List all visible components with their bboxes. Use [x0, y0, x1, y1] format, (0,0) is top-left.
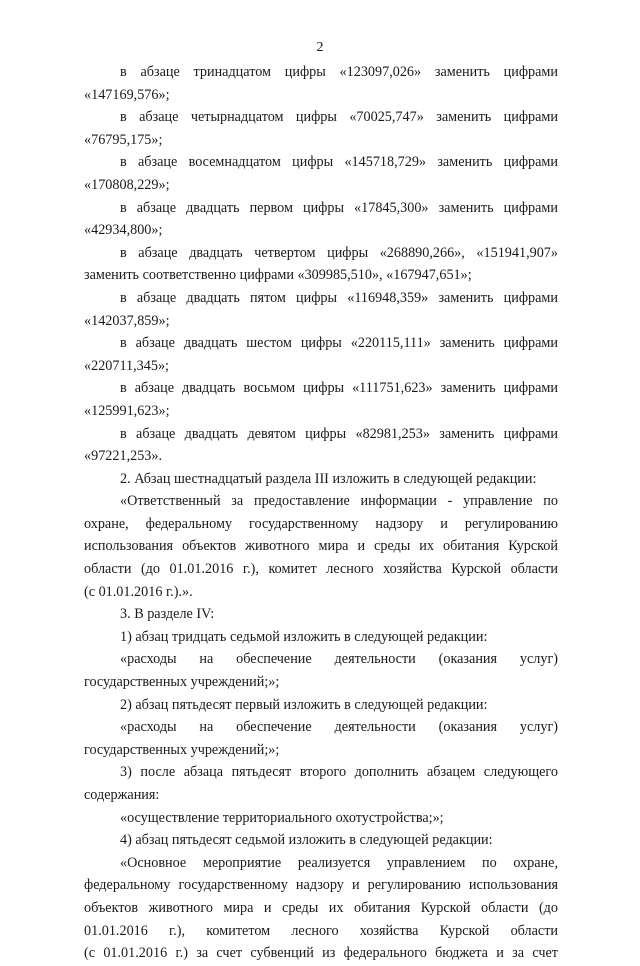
text-line: «расходы на обеспечение деятельности (оказания услуг) — [120, 651, 558, 668]
text-line: 1) абзац тридцать седьмой изложить в следующей редакции: — [120, 628, 488, 645]
text-line: «Основное мероприятие реализуется управлением по охране, — [120, 854, 558, 871]
text-line: в абзаце восемнадцатом цифры «145718,729» заменить цифрами — [120, 154, 558, 171]
text-line: «142037,859»; — [84, 312, 170, 329]
text-line: 3. В разделе IV: — [120, 606, 215, 623]
text-line: заменить соответственно цифрами «309985,510», «167947,651»; — [84, 267, 472, 284]
text-line: государственных учреждений;»; — [84, 741, 280, 758]
text-line: «42934,800»; — [84, 222, 163, 239]
text-line: в абзаце двадцать шестом цифры «220115,111» заменить цифрами — [120, 335, 558, 352]
page-number: 2 — [316, 40, 324, 55]
text-line: «Ответственный за предоставление информации - управление по — [120, 493, 558, 510]
text-line: в абзаце тринадцатом цифры «123097,026» заменить цифрами — [120, 64, 558, 80]
text-line: «расходы на обеспечение деятельности (оказания услуг) — [120, 719, 558, 736]
text-line: 2. Абзац шестнадцатый раздела III изложить в следующей редакции: — [120, 470, 537, 487]
text-line: использования объектов животного мира и среды их обитания Курской — [84, 538, 558, 555]
text-line: «76795,175»; — [84, 131, 163, 148]
text-line: в абзаце четырнадцатом цифры «70025,747» заменить цифрами — [120, 109, 558, 126]
text-line: 01.01.2016 г.), комитетом лесного хозяйства Курской области — [84, 922, 558, 939]
text-line: области (до 01.01.2016 г.), комитет лесного хозяйства Курской области — [84, 561, 558, 578]
text-line: «220711,345»; — [84, 357, 169, 374]
text-line: государственных учреждений;»; — [84, 674, 280, 691]
text-line: в абзаце двадцать восьмом цифры «111751,623» заменить цифрами — [120, 380, 558, 397]
text-line: 2) абзац пятьдесят первый изложить в следующей редакции: — [120, 696, 488, 713]
text-line: в абзаце двадцать четвертом цифры «268890,266», «151941,907» — [120, 244, 558, 261]
text-line: 3) после абзаца пятьдесят второго дополнить абзацем следующего — [120, 764, 558, 781]
text-line: «97221,253». — [84, 448, 163, 465]
text-line: в абзаце двадцать пятом цифры «116948,359» заменить цифрами — [120, 289, 558, 306]
text-line: «125991,623»; — [84, 402, 170, 419]
text-line: «170808,229»; — [84, 176, 170, 193]
text-line: федеральному государственному надзору и регулированию использования — [84, 877, 558, 894]
text-line: в абзаце двадцать первом цифры «17845,300» заменить цифрами — [120, 199, 558, 216]
document-body — [84, 62, 558, 966]
text-line: содержания: — [84, 787, 160, 803]
text-line: в абзаце двадцать девятом цифры «82981,253» заменить цифрами — [120, 425, 558, 442]
text-line: (с 01.01.2016 г.).». — [84, 583, 193, 600]
text-line: (с 01.01.2016 г.) за счет субвенций из федерального бюджета и за счет — [84, 945, 558, 962]
text-line: «осуществление территориального охотустройства;»; — [120, 809, 444, 826]
text-line: 4) абзац пятьдесят седьмой изложить в следующей редакции: — [120, 832, 493, 849]
text-line: охране, федеральному государственному надзору и регулированию — [84, 515, 558, 532]
text-line: «147169,576»; — [84, 86, 170, 103]
text-line: объектов животного мира и среды их обитания Курской области (до — [84, 899, 558, 916]
